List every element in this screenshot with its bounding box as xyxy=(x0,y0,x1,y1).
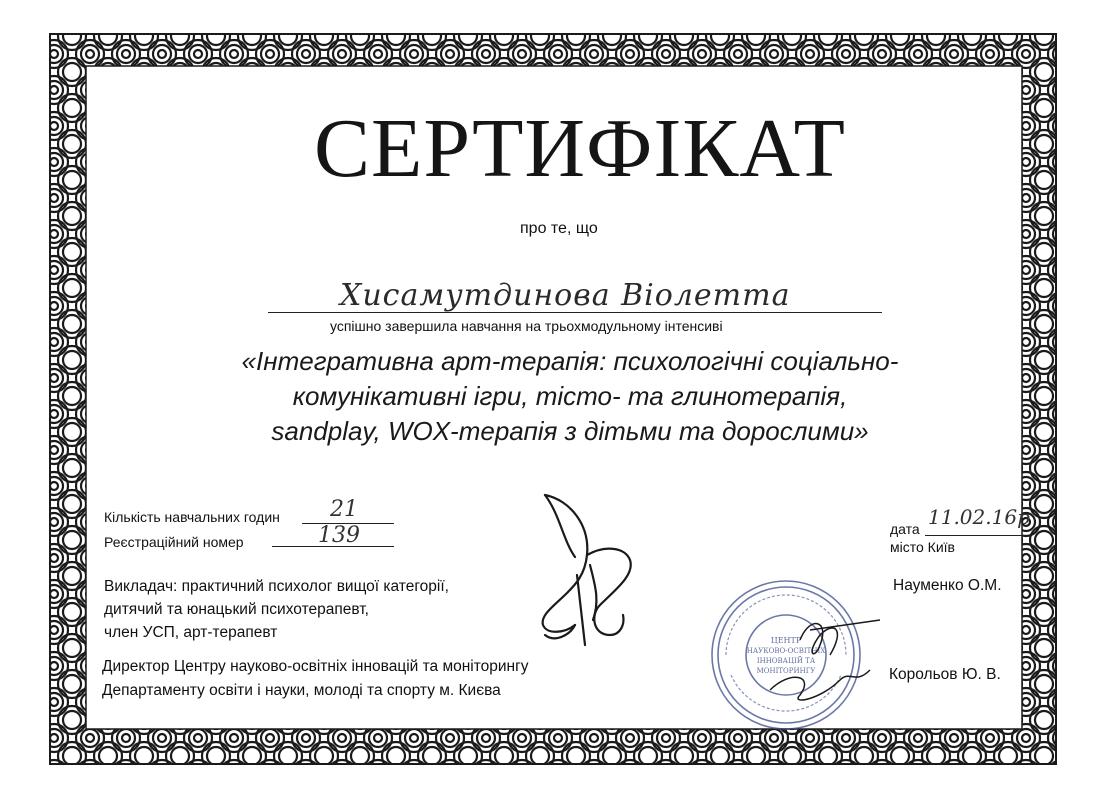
svg-text:МОНІТОРИНГУ: МОНІТОРИНГУ xyxy=(756,667,816,675)
director-block xyxy=(102,655,529,703)
hours-value: 21 xyxy=(330,497,358,522)
hours-label: Кількість навчальних годин xyxy=(104,509,280,525)
course-line: «Інтегративна арт-терапія: психологічні соціально- xyxy=(241,346,899,376)
reg-label: Реєстраційний номер xyxy=(104,534,244,550)
instructor-name: Науменко О.М. xyxy=(893,577,1002,594)
certificate-subtitle: про те, що xyxy=(520,220,598,237)
instructor-block xyxy=(104,575,449,644)
date-label: дата xyxy=(890,521,920,537)
director-signature xyxy=(760,600,890,710)
course-line: sandplay, WOX-терапія з дітьми та дорослими» xyxy=(271,416,869,446)
instructor-line: дитячий та юнацький психотерапевт, xyxy=(104,601,369,618)
instructor-line: Викладач: практичний психолог вищої категорії, xyxy=(104,578,449,595)
reg-value: 139 xyxy=(318,523,360,548)
director-name: Корольов Ю. В. xyxy=(889,666,1001,683)
svg-text:НАУКОВО-ОСВІТНІХ: НАУКОВО-ОСВІТНІХ xyxy=(746,647,826,655)
certificate-title: СЕРТИФІКАТ xyxy=(313,102,846,195)
svg-text:ЦЕНТР: ЦЕНТР xyxy=(770,636,802,645)
recipient-name: Хисамутдинова Віолетта xyxy=(340,278,791,313)
city-label: місто Київ xyxy=(890,539,955,555)
name-underline xyxy=(268,312,882,313)
course-line: комунікативні ігри, тісто- та глинотерапія, xyxy=(292,381,848,411)
course-title xyxy=(150,344,990,449)
date-underline xyxy=(925,535,1025,536)
date-value: 11.02.16р xyxy=(928,505,1030,529)
director-line: Департаменту освіти і науки, молоді та спорту м. Києва xyxy=(102,682,501,699)
completion-text: успішно завершила навчання на трьохмодульному інтенсиві xyxy=(330,318,723,334)
director-line: Директор Центру науково-освітніх інновацій та моніторингу xyxy=(102,658,529,675)
instructor-line: член УСП, арт-терапевт xyxy=(104,624,278,641)
svg-text:ІННОВАЦІЙ ТА: ІННОВАЦІЙ ТА xyxy=(756,657,816,665)
butterfly-icon xyxy=(515,485,665,660)
